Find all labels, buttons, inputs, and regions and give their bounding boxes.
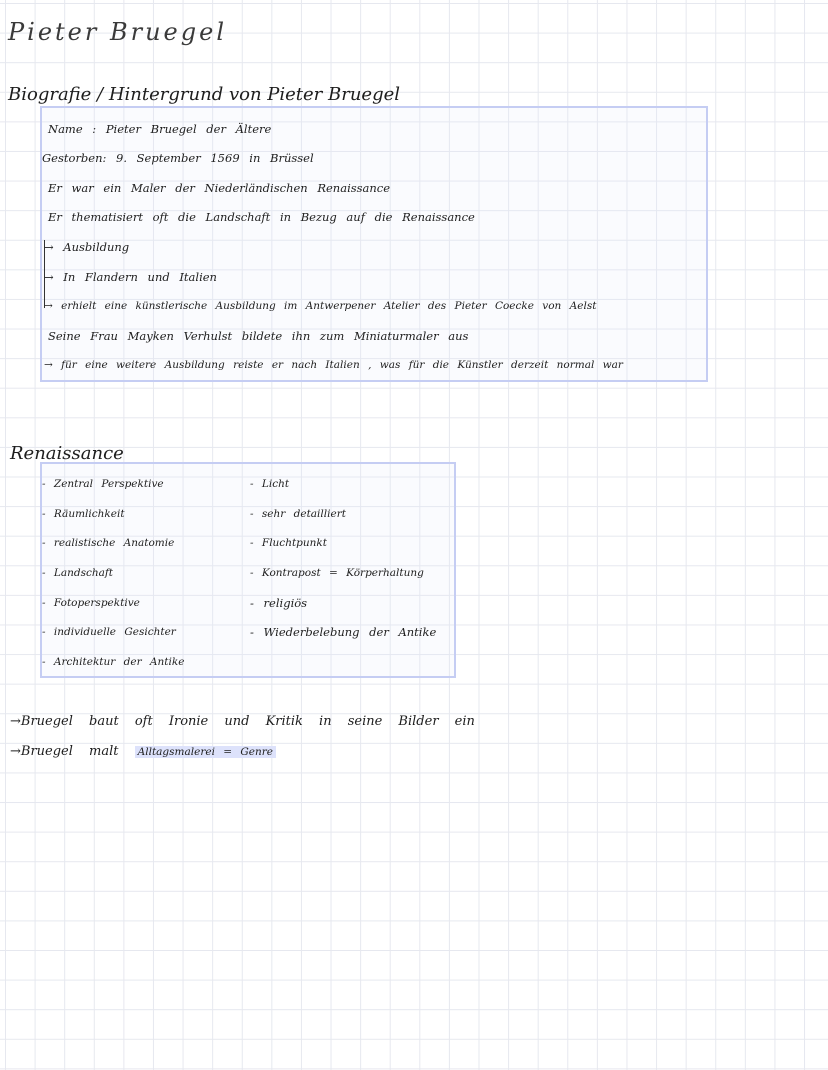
page-title: Pieter Bruegel — [8, 18, 227, 46]
renaissance-item: - Kontrapost = Körperhaltung — [250, 567, 424, 579]
bio-line: Er thematisiert oft die Landschaft in Bezug auf die Renaissance — [48, 210, 475, 224]
bio-line: → erhielt eine künstlerische Ausbildung im Antwerpener Atelier des Pieter Coecke von Aelst — [44, 300, 597, 312]
arrow-icon: → — [44, 359, 53, 371]
bio-line: Er war ein Maler der Niederländischen Renaissance — [48, 181, 391, 195]
bio-line: Seine Frau Mayken Verhulst bildete ihn zum Miniaturmaler aus — [48, 329, 469, 343]
bio-heading: Biografie / Hintergrund von Pieter Bruegel — [8, 84, 401, 105]
arrow-icon: → — [10, 714, 21, 729]
arrow-icon: → — [44, 300, 53, 312]
renaissance-item: - realistische Anatomie — [42, 537, 175, 549]
renaissance-item: - Architektur der Antike — [42, 656, 185, 668]
renaissance-item: - Landschaft — [42, 567, 114, 579]
renaissance-item: - individuelle Gesichter — [42, 626, 176, 638]
note-line: →Bruegel baut oft Ironie und Kritik in seine Bilder ein — [10, 714, 475, 729]
arrow-icon: → — [44, 240, 54, 254]
arrow-icon: → — [10, 744, 21, 759]
renaissance-item: - sehr detailliert — [250, 508, 346, 520]
renaissance-item: - Fotoperspektive — [42, 597, 140, 609]
bio-line: Name : Pieter Bruegel der Ältere — [48, 122, 272, 136]
bio-line: → für eine weitere Ausbildung reiste er nach Italien , was für die Künstler derzeit normal war — [44, 359, 623, 371]
renaissance-item: - Wiederbelebung der Antike — [250, 625, 437, 639]
renaissance-item: - Fluchtpunkt — [250, 537, 328, 549]
arrow-icon: → — [44, 270, 54, 284]
highlighted-text: Alltagsmalerei = Genre — [135, 746, 276, 758]
renaissance-item: - Zentral Perspektive — [42, 478, 164, 490]
renaissance-item: - Räumlichkeit — [42, 508, 125, 520]
bio-line: → In Flandern und Italien — [44, 270, 217, 284]
renaissance-item: - Licht — [250, 478, 290, 490]
renaissance-item: - religiös — [250, 596, 308, 610]
renaissance-heading: Renaissance — [10, 443, 124, 464]
note-line: →Bruegel malt Alltagsmalerei = Genre — [10, 744, 276, 759]
bio-line: → Ausbildung — [44, 240, 130, 254]
bio-line: Gestorben: 9. September 1569 in Brüssel — [42, 151, 314, 165]
